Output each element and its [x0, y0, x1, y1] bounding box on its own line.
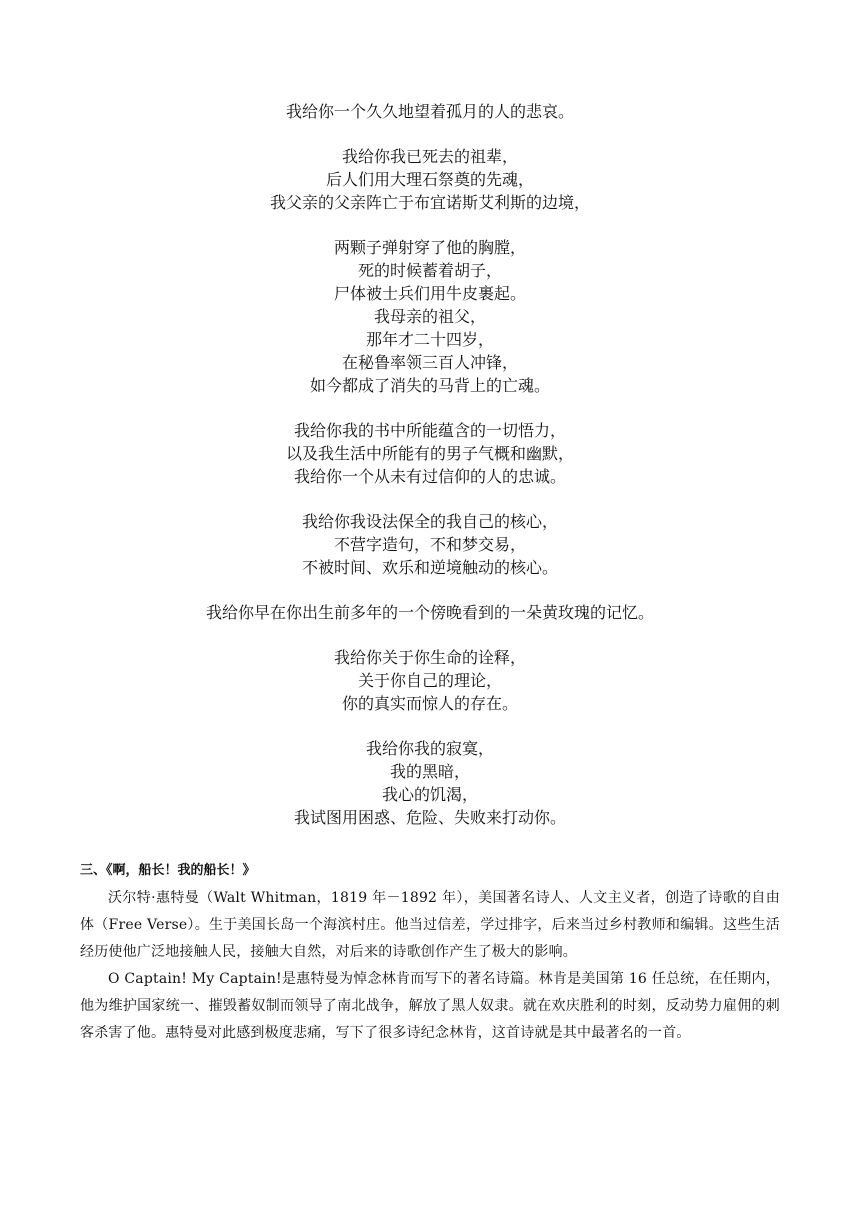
poem-line: 那年才二十四岁， — [365, 330, 494, 349]
poem-line: 尸体被士兵们用牛皮裹起。 — [333, 284, 526, 303]
poem-line: 以及我生活中所能有的男子气概和幽默， — [285, 444, 574, 463]
poem-line: 我给你我的书中所能蕴含的一切悟力， — [293, 421, 566, 440]
poem-stanza — [0, 510, 860, 579]
poem-line: 我给你一个久久地望着孤月的人的悲哀。 — [285, 102, 574, 121]
poem-stanza — [0, 601, 860, 624]
poem-line: 我给你我设法保全的我自己的核心， — [301, 512, 558, 531]
poem-line: 我的黑暗， — [389, 762, 470, 781]
poem-line: 不营字造句，不和梦交易， — [333, 535, 526, 554]
section-heading: 三、《啊，船长！我的船长！》 — [80, 863, 256, 878]
poem-line: 我母亲的祖父， — [373, 307, 486, 326]
poem-line: 如今都成了消失的马背上的亡魂。 — [309, 376, 550, 395]
poem-line: 我给你一个从未有过信仰的人的忠诚。 — [293, 467, 566, 486]
poem-line: 你的真实而惊人的存在。 — [341, 694, 518, 713]
poem-line: 我给你我的寂寞， — [365, 739, 494, 758]
poem-line: 我给你关于你生命的诠释， — [333, 648, 526, 667]
poem-stanza — [0, 145, 860, 214]
paragraph-whitman-bio: 沃尔特·惠特曼（Walt Whitman，1819 年－1892 年），美国著名诗人、人文主义者，创造了诗歌的自由体（Free Verse）。生于美国长岛一个海滨村庄。他当过信差，学过排字，后来当过乡村教师和编辑。这些生活经历使他广泛地接触人民，接触大自然，对后来的诗歌创作产生了极大的影响。 — [80, 890, 780, 960]
poem-line: 后人们用大理石祭奠的先魂， — [325, 170, 534, 189]
paragraph-poem-background: O Captain! My Captain!是惠特曼为悼念林肯而写下的著名诗篇。林肯是美国第 16 任总统，在任期内，他为维护国家统一、摧毁蓄奴制而领导了南北战争，解放了黑人奴隶。就在欢庆胜利的时刻，反动势力雇佣的刺客杀害了他。惠特曼对此感到极度悲痛，写下了很多诗纪念林肯，这首诗就是其中最著名的一首。 — [80, 971, 780, 1041]
poem-stanza — [0, 646, 860, 715]
poem-line: 在秘鲁率领三百人冲锋， — [341, 353, 518, 372]
poem-line: 我给你我已死去的祖辈， — [341, 147, 518, 166]
poem-line: 我试图用困惑、危险、失败来打动你。 — [293, 808, 566, 827]
poem-line: 死的时候蓄着胡子， — [357, 261, 502, 280]
poem-stanza — [0, 737, 860, 829]
poem-stanza — [0, 100, 860, 123]
poem-line: 关于你自己的理论， — [357, 671, 502, 690]
poem-line: 我心的饥渴， — [381, 785, 478, 804]
poem-line: 我给你早在你出生前多年的一个傍晚看到的一朵黄玫瑰的记忆。 — [205, 603, 654, 622]
poem-line: 两颗子弹射穿了他的胸膛， — [333, 238, 526, 257]
poem — [0, 100, 860, 829]
poem-line: 我父亲的父亲阵亡于布宜诺斯艾利斯的边境， — [269, 193, 590, 212]
poem-stanza — [0, 419, 860, 488]
poem-line: 不被时间、欢乐和逆境触动的核心。 — [301, 558, 558, 577]
poem-stanza — [0, 236, 860, 397]
section-captain — [80, 861, 780, 1047]
